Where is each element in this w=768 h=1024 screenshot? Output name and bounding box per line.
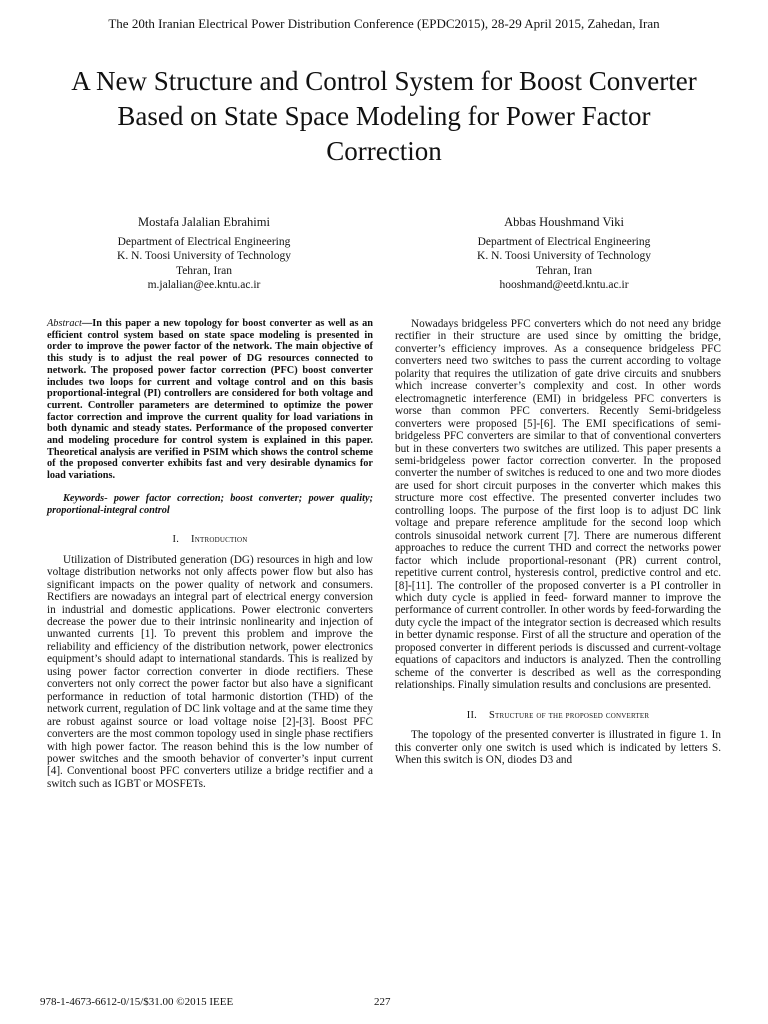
author-location: Tehran, Iran	[535, 264, 593, 277]
author-university: K. N. Toosi University of Technology	[117, 250, 291, 262]
abstract-text: —In this paper a new topology for boost converter as well as an efficient control system based on state space modeling is presented in order to improve the power factor of the network. The main objective of this study is to adjust the real power of DG resources connected to network. The proposed power factor correction (PFC) boost converter includes two loops for current and voltage control and on this basis proportional-integral (PI) controllers are considered for both voltage and current. Controller parameters are determined to optimize the power factor correction and improve the current quality for load variations in both dynamic and steady states. Performance of the proposed converter and modeling procedure for control system is explained in this paper. Theoretical analysis are verified in PSIM which shows the control scheme of the proposed converter exhibits fast and very desirable dynamics for load variations.	[47, 318, 373, 482]
paragraph: The topology of the presented converter is illustrated in figure 1. In this converter only one switch is used which is indicated by letters S. When this switch is ON, diodes D3 and	[395, 729, 721, 766]
author-block-1	[59, 215, 349, 293]
paper-title: A New Structure and Control System for Boost Converter Based on State Space Modeling for Power Factor Correction	[71, 66, 697, 166]
left-column	[47, 318, 373, 790]
section-heading-structure	[395, 710, 721, 722]
paragraph: Nowadays bridgeless PFC converters which do not need any bridge rectifier in their structure are used since by omitting the bridge, converter’s efficiency improves. As a consequence bridgeless PFC converters need two switches to pass the current according to voltage polarity that requires the utilization of gate drive circuits and snubbers which increase converter’s complexity and cost. In other words electromagnetic interference (EMI) in bridgeless PFC converters is worse than common PFC converters. Recently Semi-bridgeless converters were proposed [5]-[6]. The EMI specifications of semi-bridgeless PFC converters are similar to that of conventional converters but in these converters two switches are utilized. This paper presents a semi-bridgeless power factor correction converter. In the proposed converter the number of switches is reduced to one and two more diodes are used for short circuit purposes in the converter which makes this structure more cost effective. The presented converter includes two controlling loops. The purpose of the first loop is to adjust DC link voltage and prepare reference amplitude for the second loop which controls sinusoidal network current [7]. There are numerous different approaches to reduce the current THD and correct the networks power factor which include proportional-resonant (PR) current control, repetitive current control, hysteresis control, predictive control and etc. [8]-[11]. The controller of the proposed converter is a PI controller in which duty cycle is applied in feed- forward manner to improve the performance of current controller. In other words by feed-forwarding the duty cycle the impact of the integrator section is decreased which results in better dynamic response. First of all the structure and operation of the proposed converter in different periods is discussed and current-voltage equations of capacitors and inductors is analyzed. Then the controlling scheme of the converter is described as well as the corresponding relationships. Finally simulation results and conclusions are presented.	[395, 318, 721, 692]
author-university: K. N. Toosi University of Technology	[477, 250, 651, 262]
section-title: Structure of the proposed converter	[489, 709, 650, 721]
section-number: II.	[466, 709, 477, 721]
author-block-2	[419, 215, 709, 293]
author-name: Mostafa Jalalian Ebrahimi	[138, 215, 270, 229]
paragraph: Utilization of Distributed generation (DG) resources in high and low voltage distribution networks not only affects power flow but also has significant impacts on the power quality of network and consumers. Rectifiers are nowadays an integral part of electrical energy conversion in industrial and domestic applications. Power electronic converters decrease the power due to their intrinsic nonlinearity and injection of unwanted currents [1]. To prevent this problem and improve the reliability and efficiency of the distribution network, power electronics equipment’s should adapt to international standards. This is realized by using power factor correction converter in diode rectifiers. These converters not only correct the power factor but also have a significant performance in reduction of total harmonic distortion (THD) of the network current, regulation of DC link voltage and at the same time they are robust against source or load voltage noise [2]-[3]. Boost PFC converters are the most common topology used in single phase rectifiers with high power factor. The reason behind this is the low number of power switches and the smooth behavior of converter’s input current [4]. Conventional boost PFC converters utilize a bridge rectifier and a switch such as IGBT or MOSFETs.	[47, 553, 373, 790]
author-department: Department of Electrical Engineering	[117, 235, 291, 248]
keywords: Keywords- power factor correction; boost converter; power quality; proportional-integral control	[47, 492, 373, 516]
footer-isbn: 978-1-4673-6612-0/15/$31.00 ©2015 IEEE	[40, 996, 234, 1008]
section-heading-introduction	[47, 534, 373, 546]
section-title: Introduction	[191, 534, 248, 546]
author-location: Tehran, Iran	[175, 264, 233, 277]
right-column	[395, 318, 721, 766]
conference-header: The 20th Iranian Electrical Power Distribution Conference (EPDC2015), 28-29 April 2015, Zahedan, Iran	[108, 16, 660, 31]
section-number: I.	[172, 534, 180, 546]
abstract-label: Abstract	[47, 318, 82, 329]
author-email: hooshmand@eetd.kntu.ac.ir	[499, 279, 629, 291]
author-department: Department of Electrical Engineering	[477, 235, 651, 248]
author-name: Abbas Houshmand Viki	[504, 215, 624, 229]
author-email: m.jalalian@ee.kntu.ac.ir	[147, 279, 261, 291]
abstract	[47, 318, 373, 482]
page-number: 227	[374, 996, 391, 1008]
